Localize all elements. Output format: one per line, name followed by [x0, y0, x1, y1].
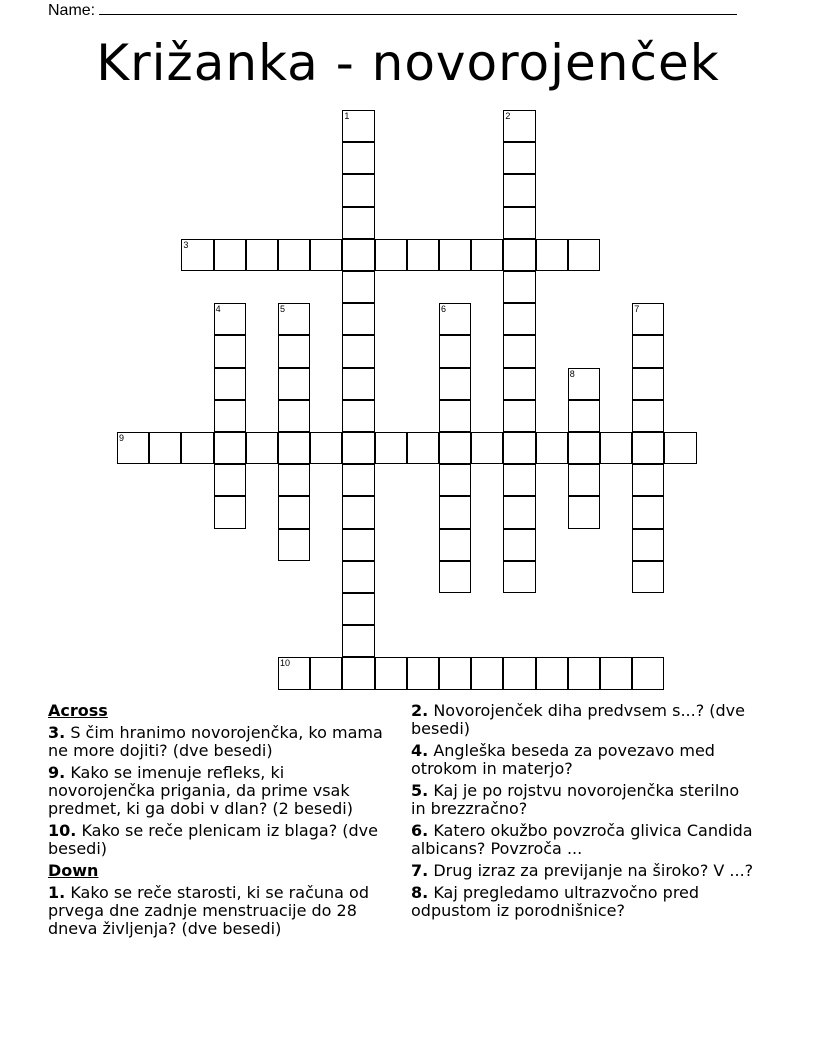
- crossword-cell[interactable]: [181, 432, 213, 464]
- crossword-cell[interactable]: [214, 303, 246, 335]
- crossword-cell[interactable]: [342, 174, 374, 206]
- clue-number: 4: [215, 304, 221, 315]
- crossword-cell[interactable]: [181, 239, 213, 271]
- crossword-cell[interactable]: [214, 368, 246, 400]
- crossword-cell[interactable]: [342, 368, 374, 400]
- crossword-cell[interactable]: [503, 174, 535, 206]
- clue-across-10: 10. Kako se reče plenicam iz blaga? (dve besedi): [48, 821, 378, 858]
- crossword-cell[interactable]: [310, 657, 342, 689]
- crossword-cell[interactable]: [503, 432, 535, 464]
- clue-number: 10: [280, 658, 291, 669]
- crossword-cell[interactable]: [439, 432, 471, 464]
- crossword-cell[interactable]: [342, 303, 374, 335]
- crossword-cell[interactable]: [632, 400, 664, 432]
- crossword-cell[interactable]: [375, 657, 407, 689]
- crossword-cell[interactable]: [503, 561, 535, 593]
- crossword-cell[interactable]: [536, 657, 568, 689]
- clue-down-2: 2. Novorojenček diha predvsem s...? (dve besedi): [411, 701, 745, 738]
- crossword-cell[interactable]: [375, 432, 407, 464]
- crossword-cell[interactable]: [342, 239, 374, 271]
- crossword-cell[interactable]: [632, 432, 664, 464]
- crossword-cell[interactable]: [600, 657, 632, 689]
- crossword-cell[interactable]: [117, 432, 149, 464]
- clues-right-column: [411, 702, 756, 924]
- crossword-cell[interactable]: [214, 335, 246, 367]
- clue-number: 6: [441, 304, 447, 315]
- crossword-cell[interactable]: [503, 657, 535, 689]
- clue-number: 5: [280, 304, 286, 315]
- clue-number: 8: [569, 368, 575, 379]
- crossword-cell[interactable]: [536, 239, 568, 271]
- crossword-cell[interactable]: [632, 368, 664, 400]
- crossword-cell[interactable]: [214, 400, 246, 432]
- name-field[interactable]: [48, 0, 737, 20]
- name-label: Name:: [48, 2, 96, 19]
- crossword-cell[interactable]: [503, 239, 535, 271]
- crossword-cell[interactable]: [503, 110, 535, 142]
- crossword-cell[interactable]: [342, 464, 374, 496]
- crossword-cell[interactable]: [503, 303, 535, 335]
- crossword-cell[interactable]: [568, 239, 600, 271]
- crossword-cell[interactable]: [278, 464, 310, 496]
- crossword-cell[interactable]: [632, 303, 664, 335]
- crossword-cell[interactable]: [278, 496, 310, 528]
- crossword-cell[interactable]: [503, 400, 535, 432]
- crossword-cell[interactable]: [568, 432, 600, 464]
- crossword-cell[interactable]: [632, 529, 664, 561]
- crossword-cell[interactable]: [439, 335, 471, 367]
- clues-left-column: [48, 702, 393, 942]
- clue-down-8: 8. Kaj pregledamo ultrazvočno pred odpustom iz porodnišnice?: [411, 883, 700, 920]
- crossword-cell[interactable]: [632, 335, 664, 367]
- crossword-cell[interactable]: [342, 432, 374, 464]
- crossword-cell[interactable]: [342, 142, 374, 174]
- clue-down-4: 4. Angleška beseda za povezavo med otrokom in materjo?: [411, 741, 715, 778]
- clue-across-3: 3. S čim hranimo novorojenčka, ko mama ne more dojiti? (dve besedi): [48, 723, 383, 760]
- across-heading: Across: [48, 701, 108, 720]
- crossword-cell[interactable]: [503, 496, 535, 528]
- clue-down-5: 5. Kaj je po rojstvu novorojenčka sterilno in brezzračno?: [411, 781, 740, 818]
- crossword-cell[interactable]: [375, 239, 407, 271]
- clue-down-6: 6. Katero okužbo povzroča glivica Candida albicans? Povzroča ...: [411, 821, 753, 858]
- crossword-cell[interactable]: [632, 496, 664, 528]
- crossword-cell[interactable]: [503, 368, 535, 400]
- crossword-cell[interactable]: [310, 239, 342, 271]
- crossword-cell[interactable]: [214, 432, 246, 464]
- crossword-cell[interactable]: [471, 239, 503, 271]
- crossword-cell[interactable]: [439, 464, 471, 496]
- clue-number: 7: [634, 304, 640, 315]
- crossword-cell[interactable]: [439, 368, 471, 400]
- crossword-cell[interactable]: [342, 625, 374, 657]
- crossword-cell[interactable]: [568, 368, 600, 400]
- crossword-cell[interactable]: [342, 657, 374, 689]
- crossword-cell[interactable]: [342, 335, 374, 367]
- crossword-cell[interactable]: [278, 368, 310, 400]
- crossword-cell[interactable]: [632, 561, 664, 593]
- crossword-cell[interactable]: [214, 496, 246, 528]
- crossword-cell[interactable]: [342, 207, 374, 239]
- crossword-cell[interactable]: [342, 593, 374, 625]
- page-title: Križanka - novorojenček: [96, 34, 720, 92]
- crossword-cell[interactable]: [278, 335, 310, 367]
- crossword-cell[interactable]: [536, 432, 568, 464]
- crossword-cell[interactable]: [342, 529, 374, 561]
- crossword-cell[interactable]: [214, 239, 246, 271]
- crossword-cell[interactable]: [278, 303, 310, 335]
- crossword-cell[interactable]: [568, 464, 600, 496]
- crossword-cell[interactable]: [407, 432, 439, 464]
- crossword-cell[interactable]: [278, 529, 310, 561]
- crossword-cell[interactable]: [439, 303, 471, 335]
- crossword-cell[interactable]: [278, 239, 310, 271]
- crossword-cell[interactable]: [503, 335, 535, 367]
- clue-number: 1: [344, 111, 350, 121]
- crossword-cell[interactable]: [503, 529, 535, 561]
- clue-down-1: 1. Kako se reče starosti, ki se računa od prvega dne zadnje menstruacije do 28 dneva življenja? (dve besedi): [48, 883, 369, 938]
- crossword-cell[interactable]: [278, 400, 310, 432]
- crossword-cell[interactable]: [471, 432, 503, 464]
- crossword-cell[interactable]: [568, 400, 600, 432]
- crossword-cell[interactable]: [342, 110, 374, 142]
- crossword-cell[interactable]: [342, 271, 374, 303]
- crossword-cell[interactable]: [439, 529, 471, 561]
- crossword-cell[interactable]: [503, 271, 535, 303]
- crossword-cell[interactable]: [246, 239, 278, 271]
- crossword-cell[interactable]: [439, 496, 471, 528]
- crossword-cell[interactable]: [632, 464, 664, 496]
- clue-number: 2: [505, 111, 511, 121]
- crossword-cell[interactable]: [407, 239, 439, 271]
- crossword-cell[interactable]: [439, 561, 471, 593]
- crossword-cell[interactable]: [503, 207, 535, 239]
- crossword-cell[interactable]: [214, 464, 246, 496]
- crossword-cell[interactable]: [407, 657, 439, 689]
- crossword-cell[interactable]: [246, 432, 278, 464]
- crossword-cell[interactable]: [342, 496, 374, 528]
- clue-across-9: 9. Kako se imenuje refleks, ki novorojenčka prigania, da prime vsak predmet, ki ga dobi v dlan? (2 besedi): [48, 763, 353, 818]
- crossword-cell[interactable]: [439, 657, 471, 689]
- down-heading: Down: [48, 861, 99, 880]
- crossword-cell[interactable]: [342, 561, 374, 593]
- crossword-cell[interactable]: [278, 432, 310, 464]
- crossword-cell[interactable]: [503, 142, 535, 174]
- crossword-cell[interactable]: [568, 657, 600, 689]
- name-underline[interactable]: [99, 0, 737, 15]
- crossword-cell[interactable]: [278, 657, 310, 689]
- crossword-cell[interactable]: [568, 496, 600, 528]
- crossword-cell[interactable]: [149, 432, 181, 464]
- crossword-cell[interactable]: [600, 432, 632, 464]
- crossword-cell[interactable]: [503, 464, 535, 496]
- crossword-cell[interactable]: [439, 400, 471, 432]
- clue-number: 3: [183, 239, 189, 250]
- crossword-cell[interactable]: [471, 657, 503, 689]
- crossword-cell[interactable]: [439, 239, 471, 271]
- crossword-cell[interactable]: [342, 400, 374, 432]
- clue-down-7: 7. Drug izraz za previjanje na široko? V ...?: [411, 861, 754, 880]
- clue-number: 9: [119, 433, 125, 443]
- crossword-cell[interactable]: [664, 432, 696, 464]
- crossword-cell[interactable]: [632, 657, 664, 689]
- crossword-cell[interactable]: [310, 432, 342, 464]
